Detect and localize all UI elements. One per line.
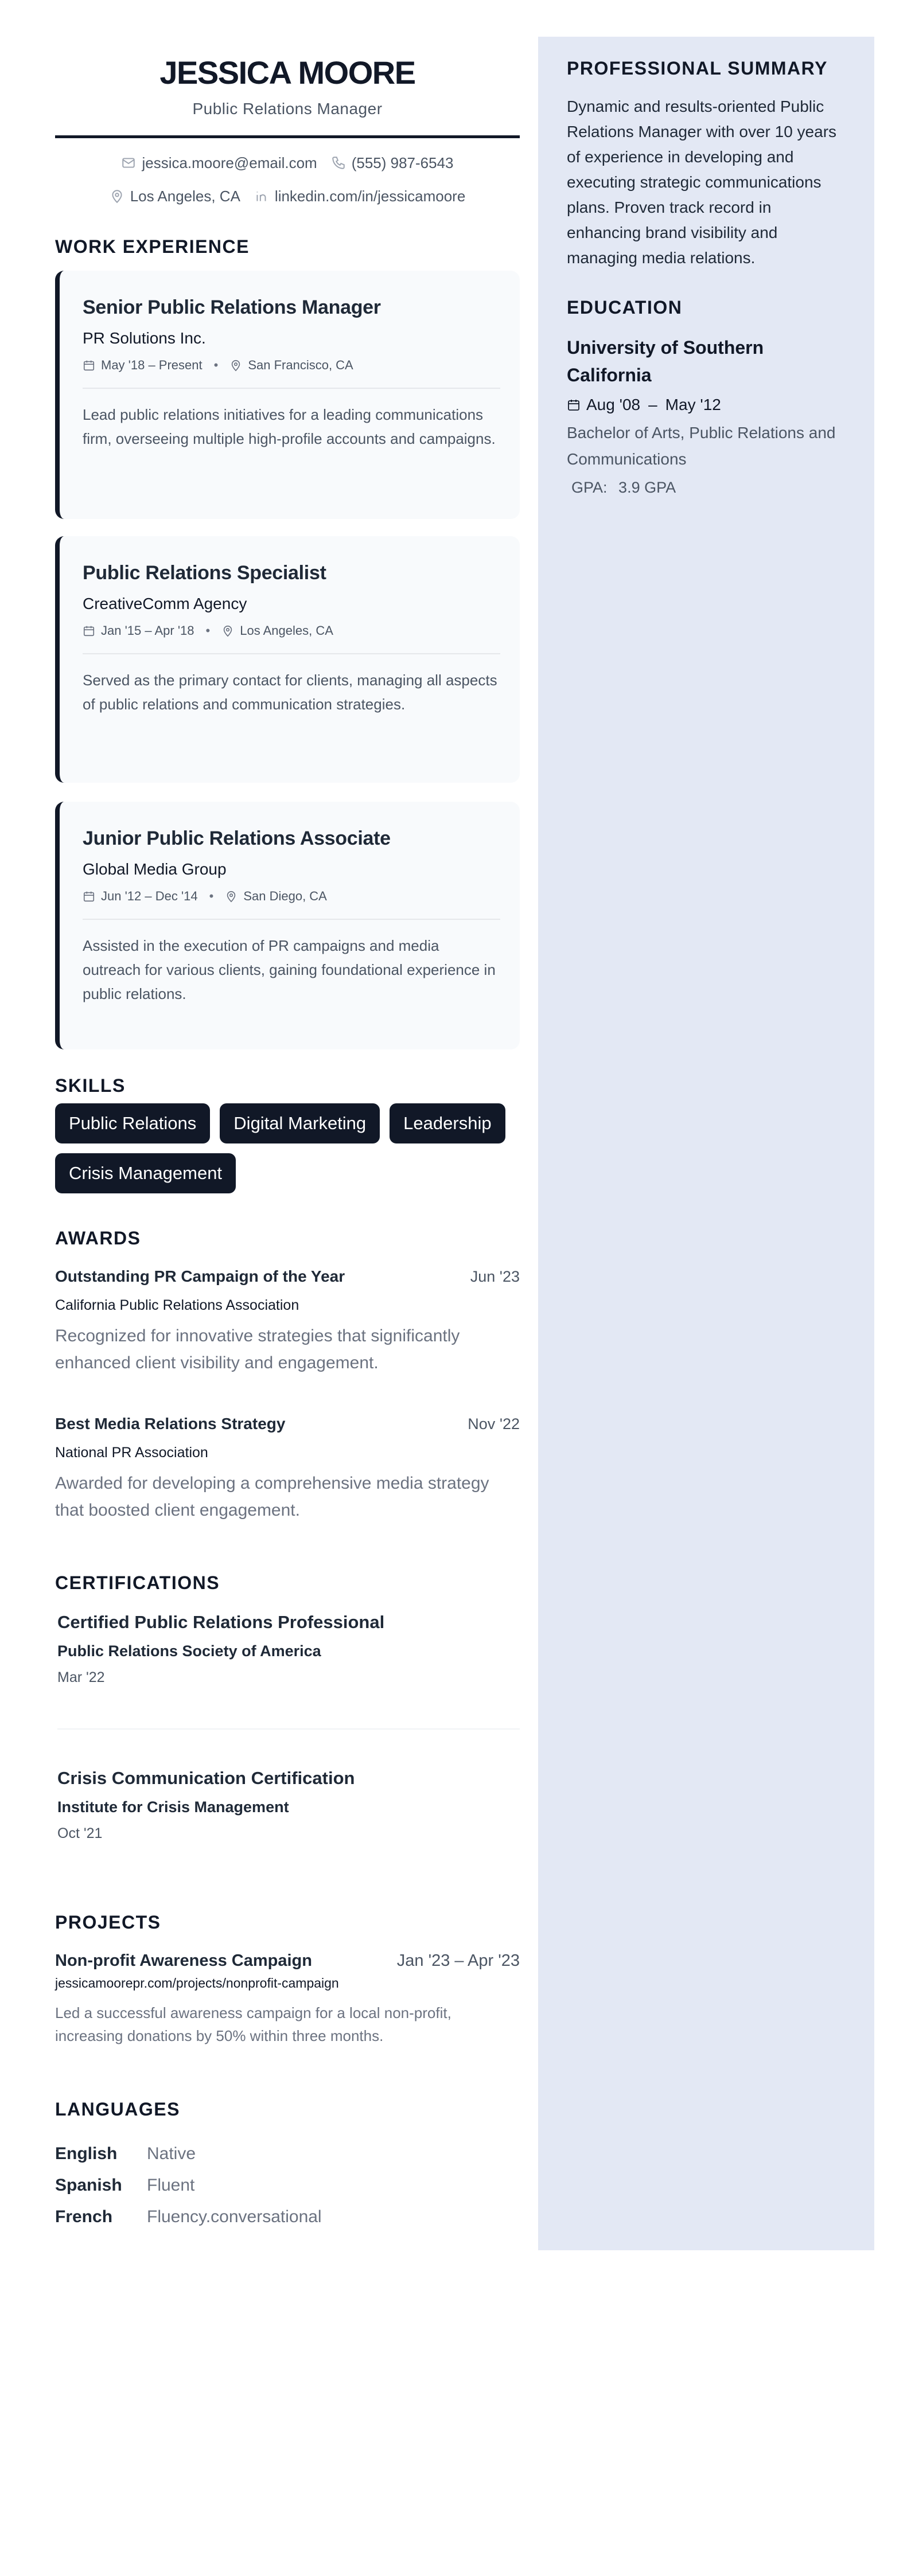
school-name: University of Southern California	[567, 337, 764, 385]
job-dates: Jan '15 – Apr '18	[101, 623, 194, 638]
certification-item	[57, 1611, 520, 1687]
meta-separator: •	[209, 889, 214, 903]
language-item	[55, 2138, 520, 2169]
skills-heading: SKILLS	[55, 1075, 126, 1096]
email-text: jessica.moore@email.com	[142, 154, 317, 171]
company-name: Global Media Group	[83, 860, 227, 878]
job-location: San Francisco, CA	[248, 358, 353, 372]
certifications-heading: CERTIFICATIONS	[55, 1572, 220, 1593]
gpa-label: GPA:	[571, 479, 608, 496]
certification-item	[57, 1767, 520, 1843]
meta-separator: •	[213, 358, 219, 372]
experience-card	[55, 802, 520, 1049]
award-date: Jun '23	[470, 1268, 520, 1285]
job-dates: Jun '12 – Dec '14	[101, 889, 198, 903]
card-divider	[83, 919, 500, 920]
education-heading: EDUCATION	[567, 297, 683, 318]
language-level: Fluent	[147, 2176, 195, 2195]
summary-heading: PROFESSIONAL SUMMARY	[567, 58, 828, 79]
awards-heading: AWARDS	[55, 1228, 141, 1248]
linkedin-text: linkedin.com/in/jessicamoore	[274, 188, 466, 205]
award-item	[55, 1414, 520, 1524]
gpa	[567, 476, 848, 499]
candidate-role: Public Relations Manager	[192, 100, 383, 118]
map-pin-icon	[225, 890, 238, 903]
date-separator: –	[648, 396, 657, 413]
award-title: Outstanding PR Campaign of the Year	[55, 1267, 345, 1285]
card-divider	[83, 388, 500, 389]
certification-date: Oct '21	[57, 1825, 103, 1841]
certification-organization: Institute for Crisis Management	[57, 1798, 289, 1816]
education-item	[567, 334, 848, 499]
award-item	[55, 1266, 520, 1376]
contact-row-2	[55, 186, 520, 206]
company-name: CreativeComm Agency	[83, 595, 247, 612]
header-divider	[55, 135, 520, 138]
projects-heading: PROJECTS	[55, 1912, 161, 1933]
job-location: San Diego, CA	[243, 889, 327, 903]
location-text: Los Angeles, CA	[130, 188, 240, 205]
skill-chip: Crisis Management	[55, 1153, 236, 1193]
calendar-icon	[567, 398, 581, 412]
job-description: Assisted in the execution of PR campaigns and media outreach for various clients, gaining foundational experience in public relations.	[83, 937, 496, 1002]
job-title: Public Relations Specialist	[83, 562, 326, 584]
language-level: Fluency.conversational	[147, 2207, 322, 2226]
phone-text: (555) 987-6543	[351, 154, 454, 171]
job-description: Lead public relations initiatives for a leading communications firm, overseeing multiple high-profile accounts and campaigns.	[83, 406, 496, 447]
job-description: Served as the primary contact for clients, managing all aspects of public relations and communication strategies.	[83, 672, 497, 713]
award-date: Nov '22	[468, 1415, 520, 1433]
gpa-value: 3.9 GPA	[618, 479, 676, 496]
map-pin-icon	[229, 359, 242, 372]
mail-icon	[121, 155, 136, 170]
language-name: French	[55, 2207, 113, 2226]
award-title: Best Media Relations Strategy	[55, 1415, 286, 1433]
work-experience-heading: WORK EXPERIENCE	[55, 236, 250, 257]
job-meta	[83, 888, 497, 905]
languages-list	[55, 2138, 520, 2232]
award-description: Recognized for innovative strategies that significantly enhanced client visibility and engagement.	[55, 1326, 460, 1372]
calendar-icon	[83, 890, 95, 903]
job-meta	[83, 622, 497, 639]
calendar-icon	[83, 359, 95, 372]
sidebar	[538, 37, 874, 2250]
summary-text: Dynamic and results-oriented Public Relations Manager with over 10 years of experience in developing and executing strategic communications plans. Proven track record in enhancing brand visibility and managing media relations.	[567, 97, 837, 267]
project-description: Led a successful awareness campaign for a local non-profit, increasing donations by 50% within three months.	[55, 2004, 451, 2044]
project-link[interactable]: jessicamoorepr.com/projects/nonprofit-campaign	[55, 1976, 339, 1990]
certification-title: Crisis Communication Certification	[57, 1768, 355, 1788]
company-name: PR Solutions Inc.	[83, 329, 206, 347]
language-item	[55, 2169, 520, 2201]
contact-email[interactable]	[121, 153, 317, 173]
experience-card	[55, 536, 520, 783]
certification-organization: Public Relations Society of America	[57, 1642, 321, 1660]
award-description: Awarded for developing a comprehensive media strategy that boosted client engagement.	[55, 1474, 489, 1520]
degree: Bachelor of Arts, Public Relations and Communications	[567, 424, 836, 468]
certification-date: Mar '22	[57, 1669, 105, 1685]
map-pin-icon	[221, 625, 234, 637]
language-name: Spanish	[55, 2176, 122, 2195]
linkedin-icon	[254, 189, 269, 204]
calendar-icon	[83, 625, 95, 637]
experience-card	[55, 271, 520, 519]
education-end: May '12	[665, 396, 721, 413]
skill-chip: Digital Marketing	[220, 1103, 380, 1143]
education-start: Aug '08	[586, 396, 641, 413]
project-dates: Jan '23 – Apr '23	[396, 1951, 520, 1970]
certification-divider	[57, 1728, 520, 1730]
job-title: Senior Public Relations Manager	[83, 296, 381, 318]
skill-chip: Public Relations	[55, 1103, 210, 1143]
contact-location	[110, 186, 240, 206]
certification-title: Certified Public Relations Professional	[57, 1612, 385, 1632]
meta-separator: •	[205, 623, 211, 638]
job-title: Junior Public Relations Associate	[83, 828, 391, 849]
contact-linkedin[interactable]	[254, 186, 465, 206]
skill-chip: Leadership	[390, 1103, 505, 1143]
award-organization: National PR Association	[55, 1445, 208, 1461]
phone-icon	[331, 155, 346, 170]
language-name: English	[55, 2144, 118, 2163]
skills-list	[55, 1103, 520, 1193]
language-item	[55, 2201, 520, 2232]
education-dates	[567, 393, 848, 416]
card-divider	[83, 653, 500, 654]
map-pin-icon	[110, 189, 124, 204]
contact-row-1	[55, 153, 520, 173]
job-dates: May '18 – Present	[101, 358, 203, 372]
candidate-name: JESSICA MOORE	[159, 54, 415, 91]
project-item	[55, 1950, 520, 2047]
job-location: Los Angeles, CA	[240, 623, 333, 638]
contact-phone[interactable]	[331, 153, 454, 173]
languages-heading: LANGUAGES	[55, 2099, 180, 2120]
language-level: Native	[147, 2144, 196, 2163]
award-organization: California Public Relations Association	[55, 1297, 299, 1313]
project-title: Non-profit Awareness Campaign	[55, 1951, 312, 1970]
job-meta	[83, 357, 497, 374]
